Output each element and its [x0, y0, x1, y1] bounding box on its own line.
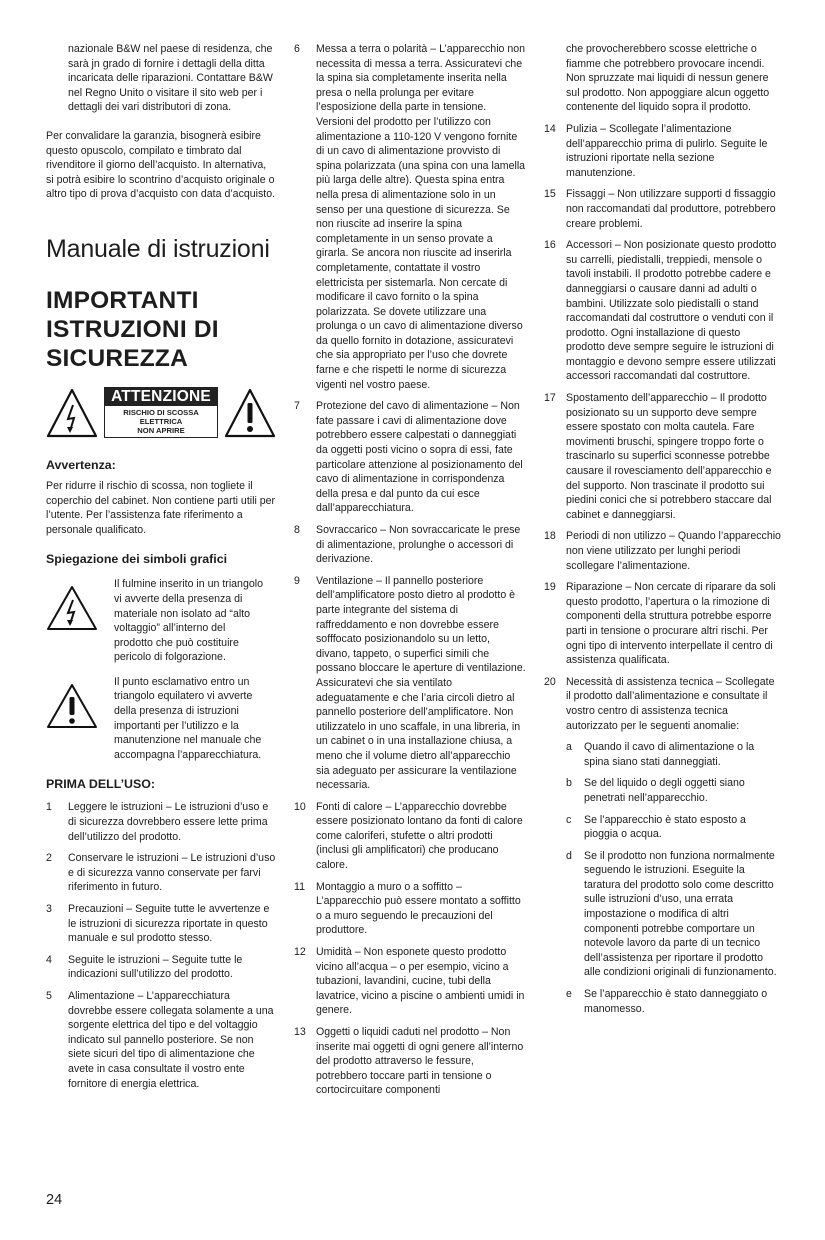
- list-item: [544, 529, 782, 573]
- sub-list-item-text: Se l’apparecchio è stato esposto a pioggia o acqua.: [584, 813, 746, 841]
- lightning-warning-icon: [46, 387, 98, 439]
- first-use-heading: PRIMA DELL’USO:: [46, 777, 155, 792]
- sub-list-item-text: Quando il cavo di alimentazione o la spina siano stati danneggiati.: [584, 741, 755, 768]
- sub-list-item-letter: d: [566, 849, 572, 862]
- safety-title-line-2: ISTRUZIONI DI: [46, 315, 219, 343]
- list-item-text: Ventilazione – Il pannello posteriore dell’amplificatore posto dietro al prodotto è parte integrante del sistema di raffreddamento e non dovrebbe essere sofffocato posizionandolo su un letto, divano, tappeto, o superfici simili che possano bloccare le aperture di ventilazione. Assicuratevi che sia ventilato adeguatamente e che l’aria circoli dietro al pannello posteriore dell’amplificatore. Non utilizzatelo in uno scaffale, in una libreria, in un cabinet o in una installazione chiusa, a meno che il volume dietro all’apparecchio sia adeguato per assicurare la ventilazione necessaria.: [316, 574, 526, 792]
- caution-subtext-line-2: NON APRIRE: [137, 426, 185, 436]
- symbol-lightning-explanation: [46, 577, 276, 665]
- list-item-text: Fonti di calore – L’apparecchio dovrebbe essere posizionato lontano da fonti di calore come caloriferi, stufette o altri prodotti (inclusi gli amplificatori) che producano calore.: [316, 800, 523, 872]
- exclamation-triangle-icon: [46, 683, 98, 729]
- list-item-text: Spostamento dell’apparecchio – Il prodotto posizionato su un supporto deve sempre essere spostato con molta cautela. Fare movimenti bruschi, spingere troppo forte o trascinarlo su superfici sconnesse potrebbe causare il rovesciamento dell’apparecchio e del supporto. Non trascinate il prodotto sui piedini conici che si potrebbero staccare dal cabinet e danneggiarsi.: [566, 392, 772, 521]
- list-item-number: 8: [294, 524, 300, 536]
- list-item-number: 6: [294, 43, 300, 55]
- caution-box: [104, 387, 218, 438]
- safety-title-line-3: SICUREZZA: [46, 344, 188, 372]
- list-item-number: 13: [294, 1026, 306, 1038]
- instruction-list-3: [544, 122, 782, 733]
- list-item-text: Conservare le istruzioni – Le istruzioni d’uso e di sicurezza vanno conservate per farvi riferimento in futuro.: [68, 852, 276, 894]
- lightning-triangle-icon: [46, 585, 98, 631]
- list-item-number: 10: [294, 800, 306, 813]
- list-item-text: Alimentazione – L’apparecchiatura dovrebbe essere collegata solamente a una sorgente elettrica del tipo e del voltaggio indicato sul pannello posteriore. Se non siete sicuri del tipo di alimentazione che avete in casa consultate il vostro ente fornitore di energia elettrica.: [68, 989, 274, 1090]
- list-item-text: Riparazione – Non cercate di riparare da soli questo prodotto, l’apertura o la rimozione di componenti della struttura potrebbe esporre parti in tensione o procurare altri rischi. Per ogni tipo di intervento interpellate il centro di assistenza qualificata.: [566, 581, 776, 667]
- list-item-text: Montaggio a muro o a soffitto – L’apparecchio può essere montato a soffitto o a muro seguendo le precauzioni del produttore.: [316, 880, 521, 937]
- warranty-intro-text: nazionale B&W nel paese di residenza, che sarà jn grado di fornire i dettagli della ditta incaricata delle riparazioni. Contattare B&W nel Regno Unito o visitare il sito web per i dettagli dei vari distributori di zona.: [68, 43, 273, 114]
- warning-heading: Avvertenza:: [46, 457, 116, 472]
- caution-subtext-line-1: RISCHIO DI SCOSSA ELETTRICA: [123, 408, 199, 427]
- list-item-number: 4: [46, 953, 52, 966]
- list-item-text: Fissaggi – Non utilizzare supporti d fissaggio non raccomandati dal produttore, potrebbero creare problemi.: [566, 188, 776, 230]
- list-item-number: 19: [544, 581, 556, 594]
- list-item-number: 14: [544, 122, 556, 135]
- caution-label: ATTENZIONE: [105, 388, 217, 406]
- list-item-number: 9: [294, 574, 300, 587]
- list-item-number: 7: [294, 400, 300, 413]
- manual-title: Manuale di istruzioni: [46, 234, 270, 263]
- instruction-list-2: [294, 42, 526, 1098]
- list-item-text: Leggere le istruzioni – Le istruzioni d’uso e di sicurezza dovrebbero essere lette prima dell’utilizzo del prodotto.: [68, 801, 269, 843]
- exclamation-warning-icon: [224, 387, 276, 439]
- sub-list-item-letter: a: [566, 741, 572, 754]
- list-item: [46, 902, 276, 946]
- list-item-number: 5: [46, 989, 52, 1002]
- list-item: [294, 523, 526, 567]
- sub-list-item: [566, 776, 782, 805]
- list-item: [46, 800, 276, 844]
- column-middle: [294, 42, 526, 1105]
- list-item: [294, 574, 526, 793]
- sub-list-item-text: Se il prodotto non funziona normalmente seguendo le istruzioni. Eseguite la taratura del prodotto solo come descritto sulle istruzioni d’uso, una errata impostazione o modifica di altri componenti potrebbe comportare un notevole lavoro da parte di un tecnico dell’assistenza per riportare il prodotto alle condizioni originali di funzionamento.: [584, 849, 777, 979]
- list-item: [46, 953, 276, 982]
- safety-title-line-1: IMPORTANTI: [46, 286, 199, 314]
- safety-title: [46, 286, 276, 373]
- list-item-number: 17: [544, 392, 556, 405]
- list-item-text: Periodi di non utilizzo – Quando l’apparecchio non viene utilizzato per lunghi periodi scollegare l’alimentazione.: [566, 530, 781, 572]
- sub-list-item: [566, 813, 782, 842]
- list-item: [46, 851, 276, 895]
- list-item-text: Seguite le istruzioni – Seguite tutte le indicazioni sull’utilizzo del prodotto.: [68, 953, 243, 981]
- list-item: [294, 800, 526, 873]
- list-item: [544, 580, 782, 668]
- list-item: [294, 880, 526, 938]
- list-item: [544, 391, 782, 522]
- list-item-text: Accessori – Non posizionate questo prodotto su carrelli, piedistalli, treppiedi, mensole o tavoli instabili. Il prodotto potrebbe cadere e danneggiarsi o causare danni ad adulti o bambini. Utilizzate solo piedistalli o stand raccomandati dal costruttore o venduti con il prodotto. Ogni installazione di questo prodotto deve sempre seguire le istruzioni di montaggio e devono sempre essere utilizzati accessori raccomandati dal costruttore.: [566, 239, 777, 383]
- list-item-number: 1: [46, 801, 52, 814]
- sub-list-item-text: Se del liquido o degli oggetti siano penetrati nell’apparecchio.: [584, 777, 745, 804]
- list-item-number: 12: [294, 946, 306, 959]
- list-item-text: Sovraccarico – Non sovraccaricate le prese di alimentazione, prolunghe o accessori di derivazione.: [316, 524, 521, 566]
- list-item-text: Pulizia – Scollegate l’alimentazione dell’apparecchio prima di pulirlo. Seguite le istruzioni riportate nella sezione manutenzione.: [566, 122, 768, 179]
- list-item: [544, 122, 782, 180]
- page-number: 24: [46, 1192, 63, 1208]
- warranty-validate-text: Per convalidare la garanzia, bisognerà esibire questo opuscolo, compilato e timbrato dal rivenditore il giorno dell’acquisto. In alternativa, si potrà esibire lo scontrino d’acquisto originale o altro tipo di prova d’acquisto con data d’acquisto.: [46, 129, 276, 201]
- warning-text: Per ridurre il rischio di scossa, non togliete il coperchio del cabinet. Non contiene parti utili per l’utente. Per l’assistenza fate riferimento a personale qualificato.: [46, 479, 276, 536]
- list-item: [544, 675, 782, 733]
- list-item-number: 2: [46, 852, 52, 865]
- list-item-number: 16: [544, 239, 556, 252]
- list-item: [294, 399, 526, 516]
- sub-list-item: [566, 849, 782, 980]
- column-left: [46, 42, 276, 1098]
- symbol-exclamation-text: Il punto esclamativo entro un triangolo equilatero vi avverte della presenza di istruzioni importanti per l’utilizzo e la manutenzione nel manuale che accompagna l’apparecchiatura.: [114, 675, 262, 761]
- instruction-list-1: [46, 800, 276, 1091]
- service-conditions-list: [544, 740, 782, 1016]
- list-item: [544, 238, 782, 384]
- sub-list-item-letter: e: [566, 988, 572, 1001]
- sub-list-item-letter: c: [566, 813, 572, 826]
- list-item: [294, 42, 526, 392]
- list-item-text: Messa a terra o polarità – L’apparecchio non necessita di messa a terra. Assicuratevi che la spina sia completamente inserita nella presa o nella prolunga per evitare l’esposizione della parte in tensione. Versioni del prodotto per l’utilizzo con alimentazione a 110-120 V vengono fornite di un cavo di alimentazione provvisto di spina polarizzata (una spina con una lamella più larga delle altre). Questa spina entra nella presa di alimentazione solo in un senso per una questione di sicurezza. Se non riuscite ad inserire la spina completamente in un senso provate a girarla. Se ancora non riuscite ad inserirla completamente, contattate il vostro elettricista per sistemarla. Non cercate di modificare il cavo fornito o la spina polarizzata. Se dovete utilizzare una prolunga o un cavo di alimentazione diverso da quello fornito in dotazione, assicuratevi che sia appropriato per l’uso che dovrete farne e che rispetti le norme di sicurezza vigenti nel vostro paese.: [316, 43, 526, 391]
- list-item-text: Oggetti o liquidi caduti nel prodotto – Non inserite mai oggetti di ogni genere all’interno del prodotto attraverso le fessure, potrebbero toccare parti in tensione o cortocircuitare componenti: [316, 1026, 524, 1097]
- list-item: [544, 187, 782, 231]
- symbol-lightning-text: Il fulmine inserito in un triangolo vi avverte della presenza di materiale non isolato ad “alto voltaggio” all’interno del prodotto che può costituire pericolo di folgorazione.: [114, 578, 263, 664]
- symbols-heading: Spiegazione dei simboli grafici: [46, 552, 228, 567]
- caution-label-group: [46, 387, 276, 439]
- list-item-number: 20: [544, 675, 556, 688]
- list-item-text: Necessità di assistenza tecnica – Scollegate il prodotto dall’alimentazione e consultate il vostro centro di assistenza tecnica autorizzato per le seguenti anomalie:: [566, 675, 775, 732]
- list-item-number: 11: [294, 880, 305, 893]
- sub-list-item: [566, 987, 782, 1016]
- list-item: [46, 989, 276, 1091]
- list-item: [294, 1025, 526, 1098]
- column-right: [544, 42, 782, 1016]
- list-item-number: 18: [544, 530, 556, 543]
- list-item: [294, 945, 526, 1018]
- caution-subtext: [105, 406, 217, 437]
- sub-list-item: [566, 740, 782, 769]
- list-item-number: 15: [544, 188, 556, 201]
- item-13-continuation: che provocherebbero scosse elettriche o fiamme che potrebbero provocare incendi. Non spruzzate mai liquidi di nessun genere sul prodotto. Non appoggiare alcun oggetto contenente del liquido sopra il prodotto.: [566, 43, 770, 114]
- list-item-number: 3: [46, 903, 52, 915]
- list-item-text: Umidità – Non esponete questo prodotto vicino all’acqua – o per esempio, vicino a tubazioni, lavandini, cucine, tubi della lavatrice, vicino a piscine o ambienti umidi in genere.: [316, 946, 525, 1017]
- sub-list-item-letter: b: [566, 777, 572, 790]
- sub-list-item-text: Se l’apparecchio è stato danneggiato o manomesso.: [584, 988, 768, 1015]
- symbol-exclamation-explanation: [46, 675, 276, 763]
- list-item-text: Precauzioni – Seguite tutte le avvertenze e le istruzioni di sicurezza riportate in questo manuale e sul prodotto stesso.: [68, 903, 270, 945]
- list-item-text: Protezione del cavo di alimentazione – Non fate passare i cavi di alimentazione dove potrebbero essere calpestati o danneggiati da oggetti posti vicino o sopra di essi, fate particolare attenzione al posizionamento del cavo di alimentazione in corrispondenza della presa e dal punto da cui esce dall’apparecchiatura.: [316, 400, 523, 515]
